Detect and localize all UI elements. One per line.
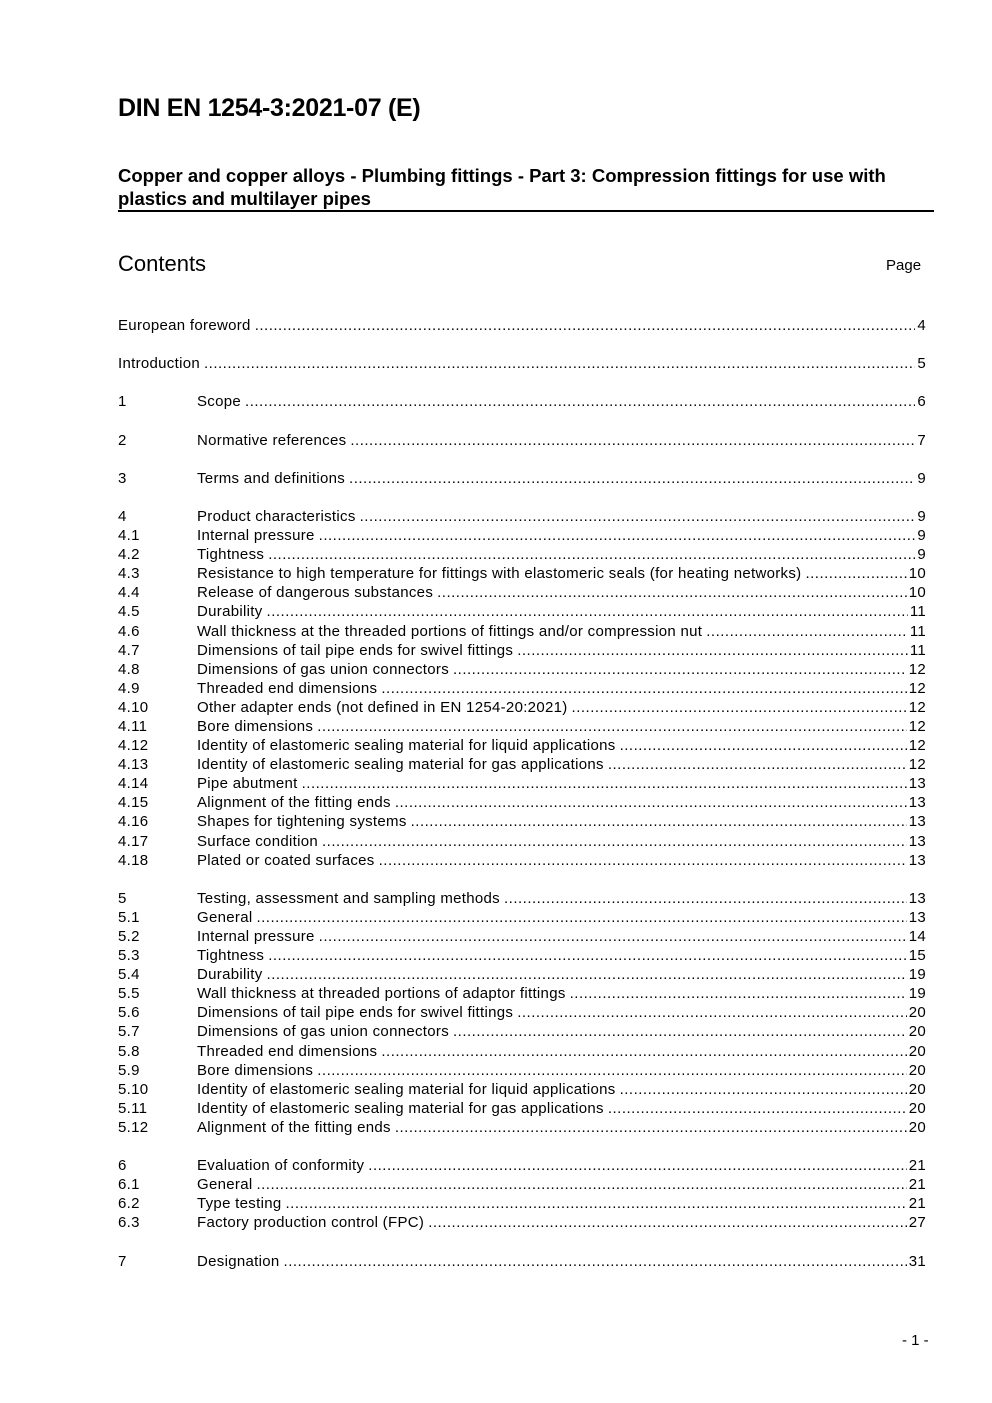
toc-entry-number: 4.9 (118, 679, 140, 697)
toc-entry-page: 9 (917, 507, 926, 525)
toc-leader-dots (302, 774, 907, 793)
toc-entry-number: 7 (118, 1252, 127, 1270)
toc-entry-page: 12 (908, 698, 926, 716)
toc-entry-page: 21 (908, 1157, 926, 1175)
toc-entry[interactable] (118, 622, 926, 641)
toc-entry-page: 20 (908, 1061, 926, 1079)
toc-entry-number: 5.7 (118, 1023, 140, 1041)
toc-entry-label: Evaluation of conformity (197, 1157, 365, 1175)
toc-entry-number: 5.5 (118, 985, 140, 1003)
toc-entry-label: Identity of elastomeric sealing material for liquid applications (197, 1080, 616, 1098)
toc-entry-number: 4.12 (118, 737, 149, 755)
toc-entry[interactable] (118, 889, 926, 908)
toc-entry-number: 6.2 (118, 1195, 140, 1213)
toc-entry-label: Testing, assessment and sampling methods (197, 889, 500, 907)
toc-leader-dots (608, 755, 907, 774)
toc-entry-number: 4.8 (118, 660, 140, 678)
toc-entry-number: 5.12 (118, 1118, 149, 1136)
toc-entry[interactable] (118, 1042, 926, 1061)
toc-entry-page: 21 (908, 1176, 926, 1194)
toc-entry[interactable] (118, 774, 926, 793)
toc-leader-dots (268, 545, 915, 564)
toc-entry-label: Surface condition (197, 832, 319, 850)
toc-entry-page: 19 (908, 966, 926, 984)
toc-entry-number: 4.11 (118, 717, 148, 735)
toc-entry-label: Tightness (197, 546, 265, 564)
toc-entry-page: 10 (908, 565, 926, 583)
toc-entry-page: 6 (917, 393, 926, 411)
toc-entry-page: 11 (909, 641, 926, 659)
toc-entry-label: Dimensions of gas union connectors (197, 660, 450, 678)
toc-leader-dots (379, 851, 907, 870)
toc-entry[interactable] (118, 545, 926, 564)
toc-entry[interactable] (118, 1156, 926, 1175)
toc-entry-page: 12 (908, 756, 926, 774)
toc-entry-page: 9 (917, 546, 926, 564)
toc-entry-page: 13 (908, 813, 926, 831)
toc-entry[interactable] (118, 1022, 926, 1041)
toc-entry-label: Product characteristics (197, 507, 356, 525)
toc-entry-label: Identity of elastomeric sealing material for gas applications (197, 1099, 604, 1117)
toc-entry[interactable] (118, 354, 926, 373)
toc-entry[interactable] (118, 1080, 926, 1099)
toc-entry-number: 5.1 (118, 908, 140, 926)
toc-leader-dots (317, 1061, 906, 1080)
toc-entry-number: 5.2 (118, 928, 140, 945)
toc-leader-dots (428, 1213, 907, 1232)
toc-entry-label: Plated or coated surfaces (197, 851, 375, 869)
toc-leader-dots (620, 1080, 907, 1099)
toc-leader-dots (608, 1099, 907, 1118)
toc-entry-number: 3 (118, 469, 127, 487)
toc-leader-dots (368, 1156, 906, 1175)
toc-leader-dots (285, 1194, 906, 1213)
toc-entry-page: 20 (908, 1080, 926, 1098)
toc-entry-label: Type testing (197, 1195, 282, 1213)
toc-leader-dots (284, 1252, 907, 1271)
toc-entry-number: 5 (118, 889, 127, 907)
toc-entry-page: 13 (908, 794, 926, 812)
toc-entry[interactable] (118, 641, 926, 660)
toc-entry-number: 4.14 (118, 775, 149, 793)
table-of-contents (118, 316, 926, 1271)
toc-entry-page: 4 (917, 317, 926, 334)
toc-entry[interactable] (118, 1118, 926, 1137)
toc-entry[interactable] (118, 469, 926, 488)
page-column-heading: Page (886, 257, 922, 274)
toc-entry-label: Dimensions of tail pipe ends for swivel fittings (197, 1004, 514, 1022)
toc-entry-number: 6.1 (118, 1176, 140, 1194)
toc-entry[interactable] (118, 602, 926, 621)
toc-leader-dots (572, 698, 907, 717)
toc-leader-dots (350, 431, 915, 450)
toc-entry-number: 4.5 (118, 603, 140, 621)
toc-entry[interactable] (118, 755, 926, 774)
toc-leader-dots (504, 889, 907, 908)
toc-entry-label: Threaded end dimensions (197, 1042, 378, 1060)
toc-entry[interactable] (118, 1194, 926, 1213)
toc-leader-dots (204, 354, 915, 373)
toc-entry-page: 12 (908, 679, 926, 697)
toc-entry[interactable] (118, 698, 926, 717)
toc-leader-dots (453, 1022, 907, 1041)
toc-entry-number: 6.3 (118, 1214, 140, 1232)
toc-entry[interactable] (118, 564, 926, 583)
toc-entry[interactable] (118, 1175, 926, 1194)
toc-leader-dots (395, 793, 907, 812)
toc-entry-page: 12 (908, 737, 926, 755)
toc-entry[interactable] (118, 984, 926, 1003)
toc-leader-dots (517, 1003, 907, 1022)
toc-leader-dots (381, 679, 906, 698)
toc-entry-label: Factory production control (FPC) (197, 1214, 425, 1232)
toc-leader-dots (256, 908, 906, 927)
toc-entry-number: 4.15 (118, 794, 149, 812)
toc-entry[interactable] (118, 392, 926, 411)
toc-entry-label: Identity of elastomeric sealing material for gas applications (197, 756, 604, 774)
toc-entry-label: Dimensions of gas union connectors (197, 1023, 450, 1041)
toc-entry-number: 4.4 (118, 584, 140, 602)
toc-entry-label: Designation (197, 1252, 280, 1270)
toc-entry-number: 5.11 (118, 1099, 148, 1117)
toc-entry-page: 27 (908, 1214, 926, 1232)
toc-entry[interactable] (118, 1252, 926, 1271)
document-title: DIN EN 1254-3:2021-07 (E) (118, 94, 421, 122)
toc-entry[interactable] (118, 660, 926, 679)
toc-entry-label: Wall thickness at the threaded portions of fittings and/or compression nut (197, 622, 703, 640)
toc-entry-number: 4.7 (118, 641, 140, 659)
toc-entry-number: 6 (118, 1157, 127, 1175)
toc-entry[interactable] (118, 965, 926, 984)
toc-leader-dots (245, 392, 915, 411)
toc-entry[interactable] (118, 717, 926, 736)
toc-entry[interactable] (118, 1061, 926, 1080)
toc-entry-label: Wall thickness at threaded portions of adaptor fittings (197, 985, 566, 1003)
toc-leader-dots (349, 469, 915, 488)
toc-entry[interactable] (118, 832, 926, 851)
toc-entry-label: Release of dangerous substances (197, 584, 434, 602)
toc-entry-label: Scope (197, 393, 242, 411)
toc-entry[interactable] (118, 316, 926, 335)
toc-entry-label: Introduction (118, 355, 200, 373)
toc-entry[interactable] (118, 812, 926, 831)
toc-leader-dots (267, 602, 908, 621)
toc-entry-label: Other adapter ends (not defined in EN 1254-20:2021) (197, 698, 568, 716)
toc-entry-page: 21 (908, 1195, 926, 1213)
toc-leader-dots (267, 965, 907, 984)
toc-entry-label: Shapes for tightening systems (197, 813, 407, 831)
toc-leader-dots (319, 927, 907, 946)
toc-entry[interactable] (118, 946, 926, 965)
toc-entry-label: Threaded end dimensions (197, 679, 378, 697)
toc-entry-label: Resistance to high temperature for fittings with elastomeric seals (for heating networks) (197, 565, 802, 583)
toc-entry-label: Alignment of the fitting ends (197, 794, 391, 812)
toc-entry[interactable] (118, 851, 926, 870)
toc-entry-number: 4.10 (118, 698, 149, 716)
toc-entry-number: 4.6 (118, 622, 140, 640)
toc-leader-dots (319, 526, 916, 545)
toc-entry-page: 13 (908, 908, 926, 926)
page-number: - 1 - (902, 1332, 929, 1349)
toc-entry-page: 13 (908, 832, 926, 850)
toc-entry-label: General (197, 908, 253, 926)
toc-entry-label: Internal pressure (197, 928, 315, 945)
toc-entry[interactable] (118, 927, 926, 946)
toc-entry-page: 11 (909, 603, 926, 621)
toc-entry-page: 13 (908, 775, 926, 793)
toc-entry-number: 1 (118, 393, 127, 411)
toc-entry-number: 4.2 (118, 546, 140, 564)
toc-entry-page: 12 (908, 717, 926, 735)
toc-entry-number: 4.17 (118, 832, 149, 850)
toc-entry-number: 5.6 (118, 1004, 140, 1022)
toc-entry[interactable] (118, 583, 926, 602)
toc-entry-page: 11 (909, 622, 926, 640)
contents-heading: Contents (118, 251, 207, 276)
toc-entry-label: Terms and definitions (197, 469, 346, 487)
toc-entry-label: Alignment of the fitting ends (197, 1118, 391, 1136)
toc-entry-page: 9 (917, 527, 926, 545)
toc-leader-dots (620, 736, 907, 755)
toc-entry-page: 5 (917, 355, 926, 373)
toc-entry-page: 20 (908, 1099, 926, 1117)
toc-entry[interactable] (118, 1003, 926, 1022)
toc-entry-number: 4.18 (118, 851, 149, 869)
toc-entry-page: 20 (908, 1023, 926, 1041)
toc-entry-number: 4 (118, 507, 127, 525)
toc-entry-label: Pipe abutment (197, 775, 298, 793)
toc-entry-label: Tightness (197, 947, 265, 965)
toc-entry-page: 20 (908, 1004, 926, 1022)
title-rule (118, 210, 934, 212)
toc-entry-label: Normative references (197, 431, 347, 449)
toc-entry-page: 19 (908, 985, 926, 1003)
toc-entry[interactable] (118, 1099, 926, 1118)
toc-entry-number: 5.10 (118, 1080, 149, 1098)
toc-entry-number: 5.8 (118, 1042, 140, 1060)
toc-entry-page: 14 (908, 928, 926, 945)
toc-leader-dots (395, 1118, 907, 1137)
toc-entry-page: 20 (908, 1042, 926, 1060)
toc-entry[interactable] (118, 793, 926, 812)
toc-entry-page: 9 (917, 469, 926, 487)
toc-entry-number: 4.3 (118, 565, 140, 583)
toc-leader-dots (360, 507, 916, 526)
toc-leader-dots (256, 1175, 906, 1194)
toc-entry[interactable] (118, 736, 926, 755)
toc-leader-dots (805, 564, 906, 583)
toc-entry-label: Bore dimensions (197, 717, 314, 735)
toc-entry-label: Durability (197, 603, 263, 621)
toc-entry-page: 7 (917, 431, 926, 449)
toc-entry-number: 5.3 (118, 947, 140, 965)
toc-entry-page: 13 (908, 851, 926, 869)
toc-entry-label: Dimensions of tail pipe ends for swivel fittings (197, 641, 514, 659)
toc-entry[interactable] (118, 679, 926, 698)
toc-leader-dots (453, 660, 907, 679)
toc-entry[interactable] (118, 908, 926, 927)
toc-entry-label: Identity of elastomeric sealing material for liquid applications (197, 737, 616, 755)
toc-entry-label: General (197, 1176, 253, 1194)
toc-leader-dots (268, 946, 907, 965)
toc-entry-number: 5.9 (118, 1061, 140, 1079)
toc-entry[interactable] (118, 1213, 926, 1232)
toc-leader-dots (437, 583, 907, 602)
toc-entry-number: 4.1 (118, 527, 140, 545)
toc-entry-label: Bore dimensions (197, 1061, 314, 1079)
toc-leader-dots (706, 622, 908, 641)
toc-leader-dots (411, 812, 907, 831)
toc-leader-dots (517, 641, 908, 660)
toc-entry-page: 15 (908, 947, 926, 965)
toc-entry-page: 31 (908, 1252, 926, 1270)
toc-entry[interactable] (118, 507, 926, 526)
toc-entry[interactable] (118, 431, 926, 450)
toc-entry-label: European foreword (118, 317, 251, 334)
toc-entry-page: 13 (908, 889, 926, 907)
toc-entry-number: 5.4 (118, 966, 140, 984)
toc-entry-page: 12 (908, 660, 926, 678)
toc-entry[interactable] (118, 526, 926, 545)
toc-entry-number: 2 (118, 431, 127, 449)
toc-leader-dots (570, 984, 907, 1003)
toc-leader-dots (317, 717, 906, 736)
toc-entry-label: Durability (197, 966, 263, 984)
toc-entry-page: 10 (908, 584, 926, 602)
toc-leader-dots (381, 1042, 906, 1061)
document-subtitle: Copper and copper alloys - Plumbing fittings - Part 3: Compression fittings for use with plastics and multilayer pipes (118, 165, 886, 209)
toc-entry-number: 4.16 (118, 813, 149, 831)
toc-entry-page: 20 (908, 1118, 926, 1136)
toc-entry-label: Internal pressure (197, 527, 315, 545)
toc-leader-dots (322, 832, 907, 851)
toc-leader-dots (255, 316, 916, 335)
toc-entry-number: 4.13 (118, 756, 149, 774)
